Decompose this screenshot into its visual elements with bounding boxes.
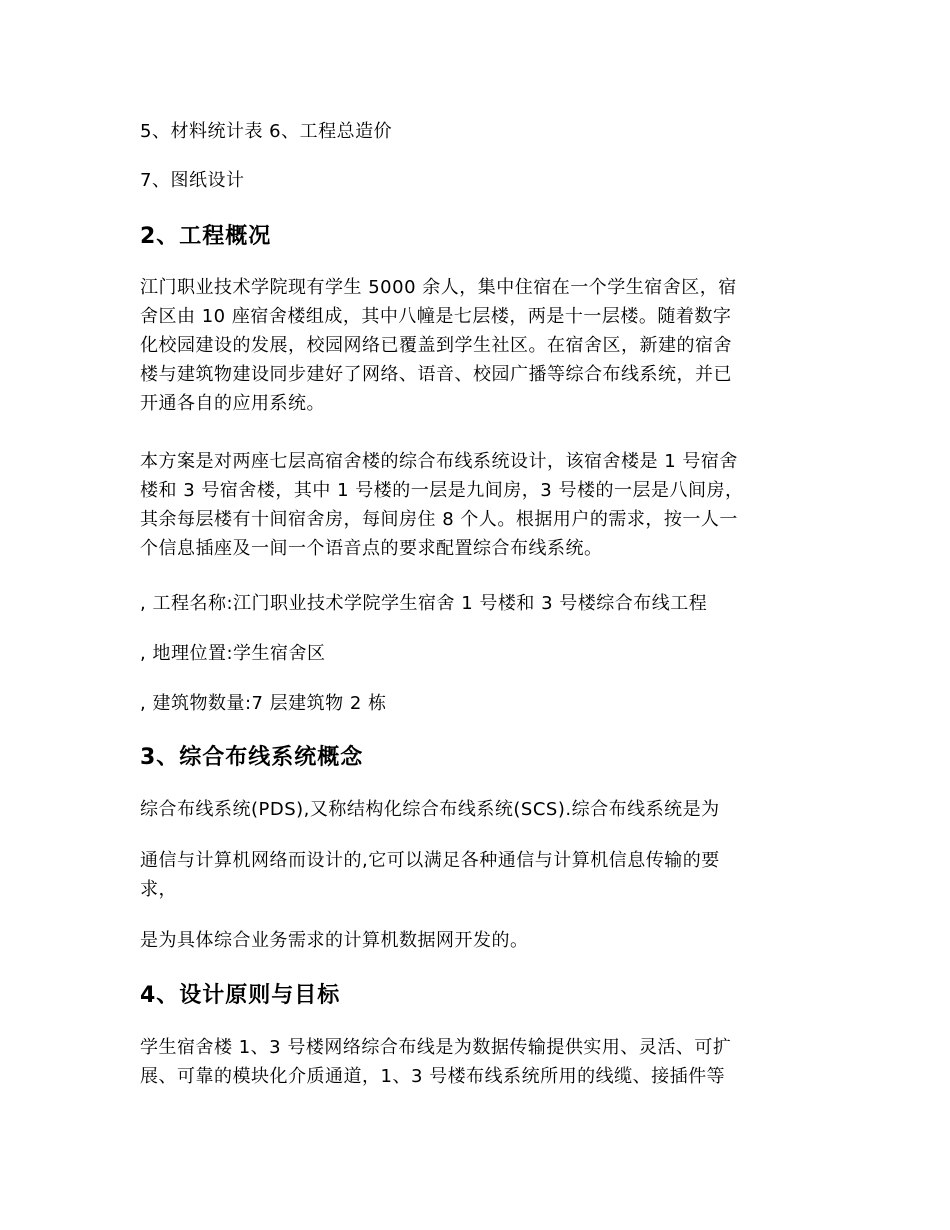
paragraph-line: 其余每层楼有十间宿舍房，每间房住 8 个人。根据用户的需求，按一人一 <box>140 509 738 530</box>
paragraph-line: 开通各自的应用系统。 <box>140 393 325 414</box>
paragraph-line: 个信息插座及一间一个语音点的要求配置综合布线系统。 <box>140 538 603 559</box>
list-item-7: 7、图纸设计 <box>140 170 245 191</box>
section-3-line-1: 综合布线系统(PDS),又称结构化综合布线系统(SCS).综合布线系统是为 <box>140 799 720 820</box>
section-4-paragraph <box>140 1033 820 1091</box>
paragraph-line: 楼与建筑物建设同步建好了网络、语音、校园广播等综合布线系统，并已 <box>140 364 732 385</box>
project-location: , 地理位置:学生宿舍区 <box>140 643 326 664</box>
section-2-heading: 2、工程概况 <box>140 224 272 249</box>
building-count: , 建筑物数量:7 层建筑物 2 栋 <box>140 693 387 714</box>
paragraph-line: 化校园建设的发展，校园网络已覆盖到学生社区。在宿舍区，新建的宿舍 <box>140 335 732 356</box>
project-name: , 工程名称:江门职业技术学院学生宿舍 1 号楼和 3 号楼综合布线工程 <box>140 593 708 614</box>
section-4-heading: 4、设计原则与目标 <box>140 983 341 1008</box>
section-3-heading: 3、综合布线系统概念 <box>140 745 364 770</box>
section-2-paragraph-1 <box>140 273 820 418</box>
paragraph-line: 学生宿舍楼 1、3 号楼网络综合布线是为数据传输提供实用、灵活、可扩 <box>140 1037 732 1058</box>
section-3-line-2a: 通信与计算机网络而设计的,它可以满足各种通信与计算机信息传输的要 <box>140 850 720 871</box>
list-item-5-6: 5、材料统计表 6、工程总造价 <box>140 121 393 142</box>
paragraph-line: 江门职业技术学院现有学生 5000 余人，集中住宿在一个学生宿舍区，宿 <box>140 277 737 298</box>
section-3-line-3: 是为具体综合业务需求的计算机数据网开发的。 <box>140 930 529 951</box>
paragraph-line: 舍区由 10 座宿舍楼组成，其中八幢是七层楼，两是十一层楼。随着数字 <box>140 306 732 327</box>
section-3-line-2b: 求， <box>140 879 177 900</box>
paragraph-line: 展、可靠的模块化介质通道，1、3 号楼布线系统所用的线缆、接插件等 <box>140 1066 726 1087</box>
section-2-paragraph-2 <box>140 447 820 563</box>
paragraph-line: 本方案是对两座七层高宿舍楼的综合布线系统设计，该宿舍楼是 1 号宿舍 <box>140 451 738 472</box>
paragraph-line: 楼和 3 号宿舍楼，其中 1 号楼的一层是九间房，3 号楼的一层是八间房， <box>140 480 744 501</box>
